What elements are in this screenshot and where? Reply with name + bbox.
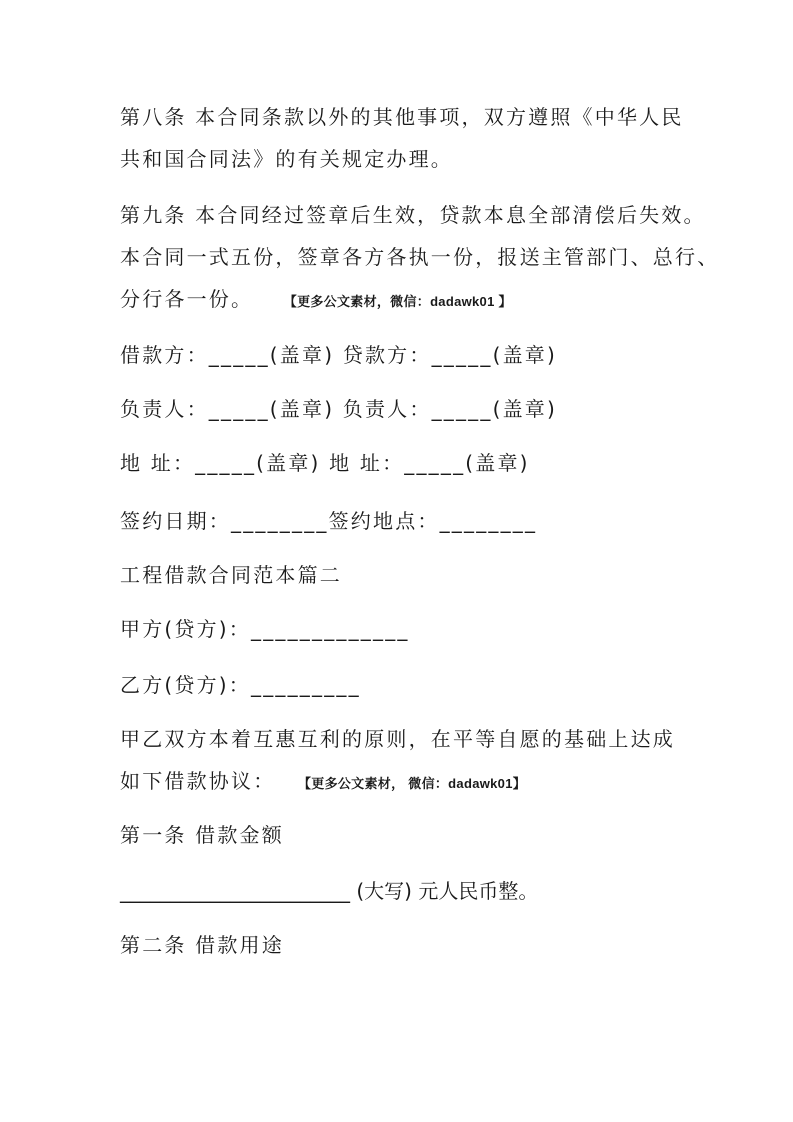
article-9-line-3 — [120, 285, 512, 316]
article-1-heading: 第一条 借款金额 — [120, 823, 284, 847]
article-9-line-2: 本合同一式五份，签章各方各执一份，报送主管部门、总行、 — [120, 245, 720, 269]
loan-amount-line: _______________________ (大写) 元人民币整。 — [120, 879, 539, 903]
wechat-note-1: 【更多公文素材，微信：dadawk01 】 — [283, 294, 512, 309]
article-8-line-1: 第八条 本合同条款以外的其他事项，双方遵照《中华人民 — [120, 105, 684, 129]
article-9-line-3-text: 分行各一份。 — [120, 287, 254, 311]
party-b-line: 乙方(贷方)：_________ — [120, 673, 361, 697]
agreement-intro-line-2-text: 如下借款协议： — [120, 769, 276, 793]
responsible-person-line: 负责人：_____(盖章) 负责人：_____(盖章) — [120, 397, 557, 421]
article-2-heading: 第二条 借款用途 — [120, 933, 284, 957]
address-line: 地 址：_____(盖章) 地 址：_____(盖章) — [120, 451, 530, 475]
agreement-intro-line-1: 甲乙双方本着互惠互利的原则，在平等自愿的基础上达成 — [120, 727, 675, 751]
article-9-line-1: 第九条 本合同经过签章后生效，贷款本息全部清偿后失效。 — [120, 203, 706, 227]
section-title: 工程借款合同范本篇二 — [120, 563, 342, 587]
party-a-line: 甲方(贷方)：_____________ — [120, 617, 410, 641]
article-8-line-2: 共和国合同法》的有关规定办理。 — [120, 147, 453, 171]
borrower-lender-line: 借款方：_____(盖章) 贷款方：_____(盖章) — [120, 343, 557, 367]
agreement-intro-line-2 — [120, 767, 526, 798]
signing-date-place-line: 签约日期：________签约地点：________ — [120, 509, 538, 533]
wechat-note-2: 【更多公文素材， 微信：dadawk01】 — [297, 776, 527, 791]
